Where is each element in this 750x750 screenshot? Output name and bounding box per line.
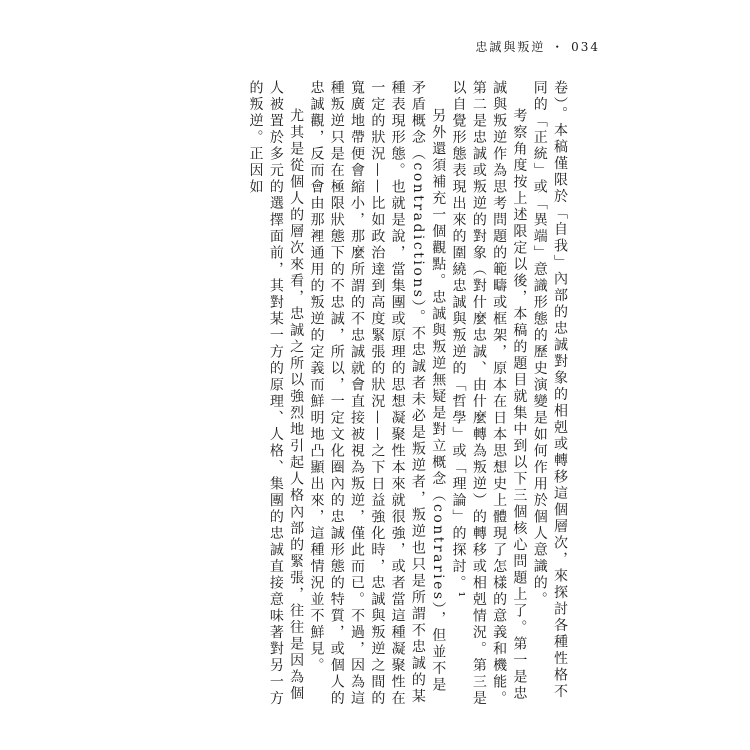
page-number: 034 xyxy=(571,40,600,54)
paragraph-3: 另外還須補充一個觀點。忠誠與叛逆無疑是對立概念（contraries），但並不是矛盾概念（contradictions）。不忠誠者未必是叛逆者，叛逆也只是所謂不忠誠的某種表現形態。也就是說，當集團或原理的思想凝聚性本來就很強，或者當這種凝聚性在一定的狀況——比如政治達到高度緊張的狀況——之下日益強化時，忠誠與叛逆之間的寬廣地帶便會縮小，那麼所謂的不忠誠就會直接被視為叛逆，僅此而已。不過，因為這種叛逆只是在極限狀態下的不忠誠，所以，一定文化圈內的忠誠形態的特質，或個人的忠誠觀，反而會由那裡通用的叛逆的定義而鮮明地凸顯出來，這種情況並不鮮見。 xyxy=(308,80,447,707)
header-separator: ・ xyxy=(551,40,566,54)
paragraph-4: 尤其是從個人的層次來看，忠誠之所以強烈地引起人格內部的緊張，往往是因為個人被置於多元的選擇面前，其對某一方的原理、人格、集團的忠誠直接意味著對另一方的叛逆。正因如 xyxy=(247,80,305,707)
paragraph-1: 卷）。本稿僅限於「自我」內部的忠誠對象的相剋或轉移這個層次，來探討各種性格不同的「正統」或「異端」意識形態的歷史演變是如何作用於個人意識的。 xyxy=(531,80,568,700)
body-text xyxy=(185,80,570,710)
paragraph-2: 考察角度按上述限定以後，本稿的題目就集中到以下三個核心問題上了。第一是忠誠與叛逆作為思考問題的範疇或框架，原本在日本思想史上體現了怎樣的意義和機能。第二是忠誠或叛逆的對象（對什麼忠誠、由什麼轉為叛逆）的轉移或相剋情況。第三是以自覺形態表現出來的圍繞忠誠與叛逆的「哲學」或「理論」的探討。¹ xyxy=(450,80,528,707)
running-header xyxy=(475,38,600,55)
book-title: 忠誠與叛逆 xyxy=(475,40,546,54)
